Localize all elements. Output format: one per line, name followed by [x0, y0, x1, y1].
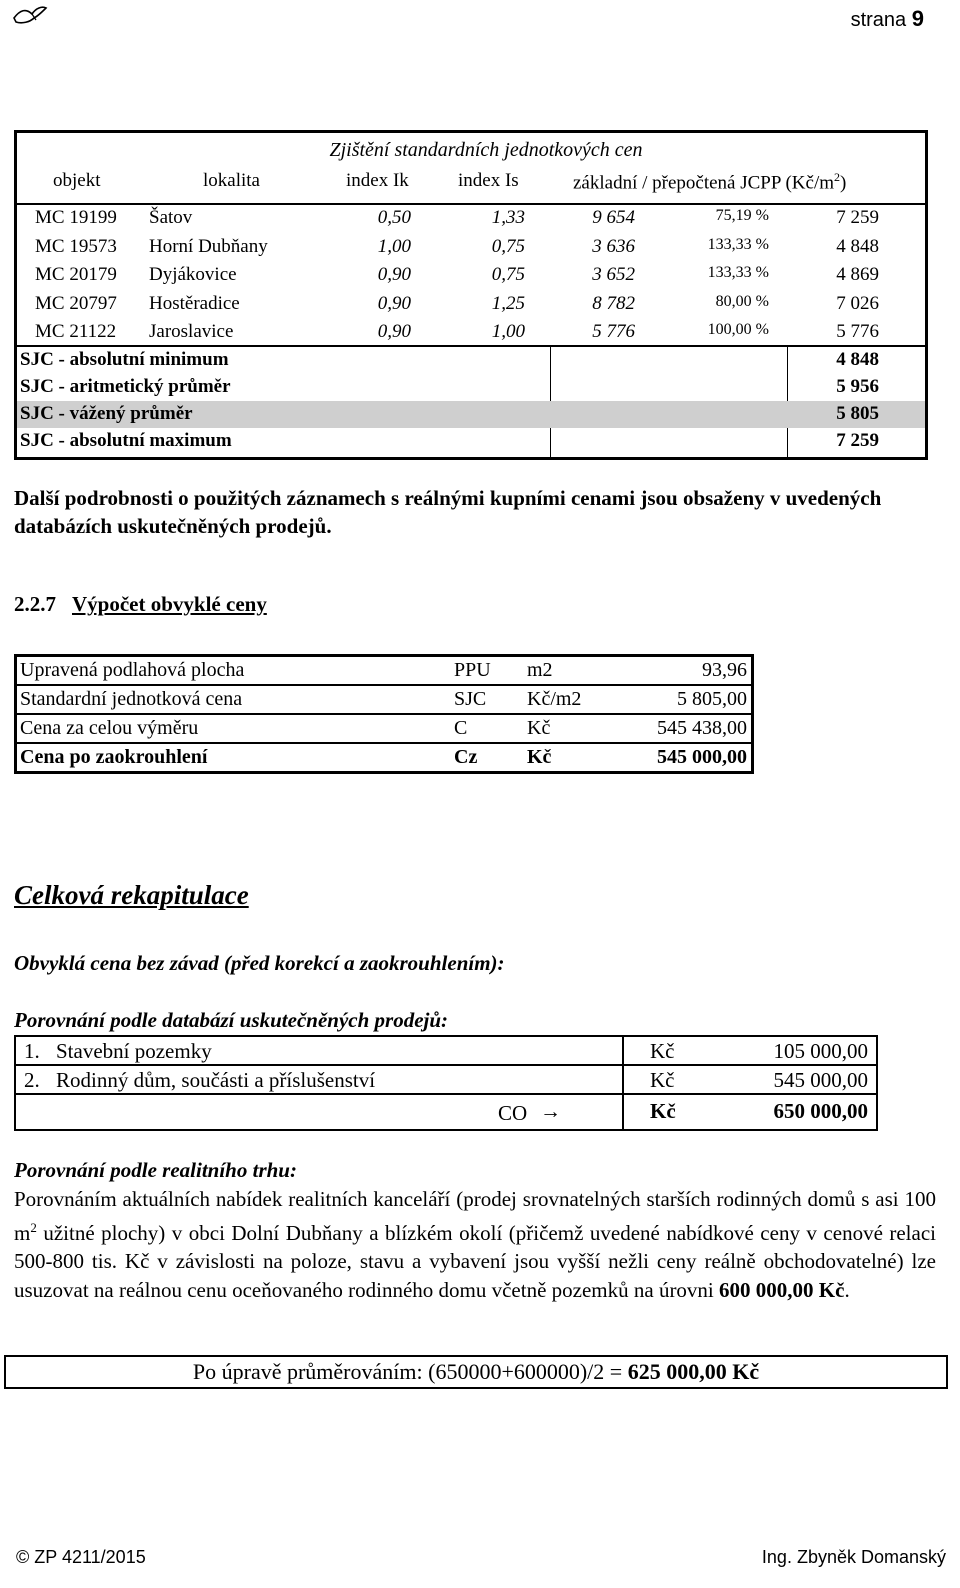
cell-is: 0,75: [491, 264, 525, 285]
recap-subtitle-2: Porovnání podle databází uskutečněných prodejů:: [14, 1008, 449, 1032]
cell-label: Cena po zaokrouhlení: [20, 746, 208, 768]
cell-prepoctena: 5 776: [836, 321, 879, 342]
cell-objekt: MC 20179: [35, 264, 117, 285]
summary-row: [17, 347, 925, 374]
standard-prices-table: [14, 130, 928, 460]
cell-is: 1,00: [491, 321, 525, 342]
footer-right: Ing. Zbyněk Domanský: [761, 1547, 946, 1567]
recap-title: Celková rekapitulace: [14, 880, 249, 910]
summary-row: [17, 428, 925, 455]
summary-label: SJC - absolutní minimum: [20, 349, 229, 370]
table-row: [17, 264, 925, 292]
summary-value: 5 805: [836, 403, 879, 424]
cell-objekt: MC 21122: [35, 321, 117, 342]
table-row: [17, 293, 925, 321]
table-title: Zjištění standardních jednotkových cen: [329, 139, 643, 161]
row-value: 105 000,00: [773, 1039, 868, 1063]
calc-table: [14, 654, 754, 774]
cell-label: Standardní jednotková cena: [20, 688, 243, 710]
cell-procento: 133,33 %: [707, 235, 769, 253]
row-num: 2.: [24, 1068, 40, 1092]
cell-lokalita: Hostěradice: [149, 292, 240, 314]
row-unit: Kč: [650, 1068, 675, 1092]
cell-procento: 100,00 %: [707, 321, 769, 338]
cell-objekt: MC 19199: [35, 207, 117, 228]
summary-value: 7 259: [836, 430, 879, 451]
row-label: Stavební pozemky: [56, 1039, 212, 1063]
summary-value: 5 956: [836, 376, 879, 397]
final-value: 625 000,00 Kč: [627, 1359, 760, 1384]
footer-left: [16, 1547, 146, 1568]
bird-logo-icon: [12, 4, 48, 33]
cell-lokalita: Horní Dubňany: [149, 235, 268, 257]
col-index-is: index Is: [458, 170, 519, 191]
table-row: [17, 207, 925, 235]
page-number-value: 9: [911, 6, 924, 31]
cell-zakladni: 3 652: [592, 264, 635, 285]
cell-symbol: PPU: [454, 659, 491, 681]
cell-unit: m2: [527, 659, 553, 681]
cell-procento: 133,33 %: [707, 264, 769, 281]
cell-prepoctena: 7 259: [836, 207, 879, 228]
recap-subtitle-3: Porovnání podle realitního trhu:: [14, 1158, 297, 1182]
section-title: Výpočet obvyklé ceny: [72, 592, 267, 616]
note-paragraph: Další podrobnosti o použitých záznamech s reálnými kupními cenami jsou obsaženy v uvedených databázích uskutečněných prodejů.: [14, 486, 882, 538]
cell-unit: Kč/m2: [527, 688, 582, 710]
cell-ik: 0,50: [377, 207, 411, 228]
final-result-box: [4, 1355, 948, 1389]
cell-value: 545 000,00: [657, 746, 747, 768]
summary-label: SJC - vážený průměr: [20, 403, 193, 424]
table-row: [17, 744, 751, 773]
summary-value: 4 848: [836, 349, 879, 370]
section-number: 2.2.7: [14, 592, 56, 616]
table-row: [17, 715, 751, 744]
col-index-ik: index Ik: [346, 170, 409, 191]
table-row: [17, 657, 751, 686]
cell-is: 1,33: [491, 207, 525, 228]
col-objekt: objekt: [53, 170, 101, 191]
row-label: Rodinný dům, součásti a příslušenství: [56, 1068, 376, 1092]
cell-label: Upravená podlahová plocha: [20, 659, 245, 681]
cell-is: 0,75: [491, 235, 525, 257]
cell-ik: 0,90: [377, 264, 411, 285]
cell-zakladni: 5 776: [592, 321, 635, 342]
copyright-icon: ©: [16, 1547, 30, 1567]
table-row: [16, 1066, 876, 1095]
page-label: strana: [850, 9, 907, 31]
cell-symbol: Cz: [454, 746, 478, 768]
final-text: Po úpravě průměrováním: (650000+600000)/2 =: [192, 1359, 628, 1384]
col-jcpp: základní / přepočtená JCPP $(Kč/m^2)$: [573, 170, 847, 194]
cell-value: 545 438,00: [657, 717, 747, 739]
table-row: [16, 1037, 876, 1066]
total-row: [16, 1095, 876, 1129]
summary-label: SJC - absolutní maximum: [20, 430, 232, 451]
cell-prepoctena: 7 026: [836, 292, 879, 314]
cell-objekt: MC 19573: [35, 235, 117, 257]
cell-label: Cena za celou výměru: [20, 717, 199, 739]
recap-subtitle-1: Obvyklá cena bez závad (před korekcí a zaokrouhlením):: [14, 951, 505, 975]
footer-ref: ZP 4211/2015: [34, 1547, 146, 1567]
cell-unit: Kč: [527, 717, 551, 739]
arrow-right-icon: →: [540, 1099, 561, 1123]
row-num: 1.: [24, 1039, 40, 1063]
cell-ik: 0,90: [377, 292, 411, 314]
header-divider: [17, 203, 925, 205]
cell-objekt: MC 20797: [35, 292, 117, 314]
cell-zakladni: 9 654: [592, 207, 635, 228]
table-row: [17, 236, 925, 264]
summary-row: [17, 401, 925, 428]
section-heading: [14, 592, 267, 617]
total-value: 650 000,00: [773, 1099, 868, 1123]
market-paragraph: Porovnáním aktuálních nabídek realitních kanceláří (prodej srovnatelných starších rodinných domů s asi 100 $m^2$ užitné plochy) v obci Dolní Dubňany a blízkém okolí (přičemž uvedené nabídkové ceny v cenové relaci 500-800 tis. Kč v závislosti na poloze, stavu a vybavení jsou vyšší nežli ceny reálně obchodovatelné) lze usuzovat na reálnou cenu oceňovaného rodinného domu včetně pozemků na úrovni 600 000,00 Kč.: [14, 1187, 936, 1302]
cell-ik: 0,90: [377, 321, 411, 342]
summary-label: SJC - aritmetický průměr: [20, 376, 231, 397]
cell-symbol: SJC: [454, 688, 487, 710]
cell-unit: Kč: [527, 746, 552, 768]
page-number: [851, 6, 924, 32]
total-label: CO: [498, 1101, 528, 1125]
recap-table: [14, 1035, 878, 1131]
cell-lokalita: Šatov: [149, 207, 193, 228]
cell-ik: 1,00: [377, 235, 411, 257]
cell-is: 1,25: [491, 292, 525, 314]
table-row: [17, 686, 751, 715]
cell-procento: 75,19 %: [715, 207, 769, 224]
cell-procento: 80,00 %: [715, 292, 769, 310]
col-lokalita: lokalita: [203, 170, 260, 191]
cell-lokalita: Jaroslavice: [149, 321, 234, 342]
cell-value: 93,96: [702, 659, 747, 681]
cell-lokalita: Dyjákovice: [149, 264, 237, 285]
row-value: 545 000,00: [773, 1068, 868, 1092]
cell-zakladni: 3 636: [592, 235, 635, 257]
cell-zakladni: 8 782: [592, 292, 635, 314]
total-unit: Kč: [650, 1099, 676, 1123]
summary-row: [17, 374, 925, 401]
row-unit: Kč: [650, 1039, 675, 1063]
cell-prepoctena: 4 869: [836, 264, 879, 285]
cell-symbol: C: [454, 717, 468, 739]
cell-value: 5 805,00: [677, 688, 747, 710]
cell-prepoctena: 4 848: [836, 235, 879, 257]
